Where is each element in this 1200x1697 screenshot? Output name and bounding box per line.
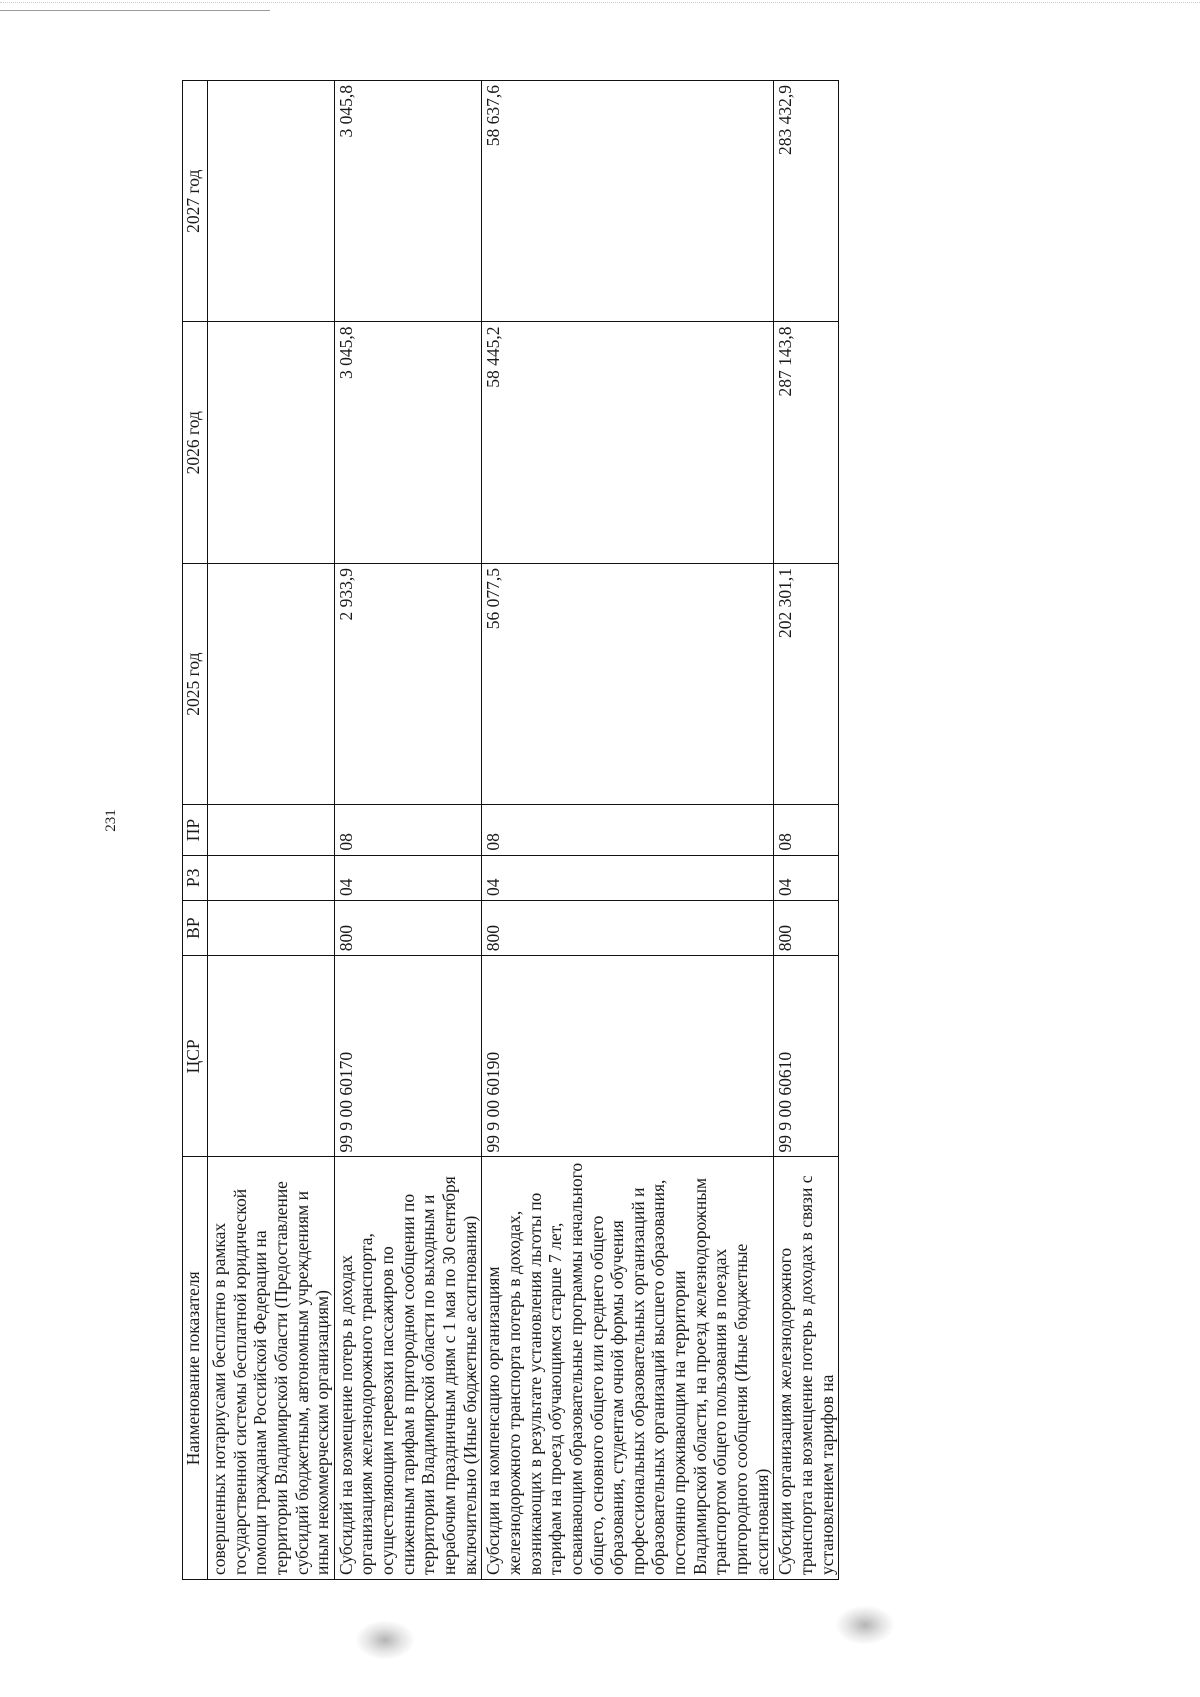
row-rz	[208, 855, 335, 900]
row-pr: 08	[482, 805, 774, 855]
row-2025: 202 301,1	[774, 563, 839, 804]
header-rz: РЗ	[183, 855, 208, 900]
table-row	[482, 81, 774, 1580]
row-rz: 04	[774, 855, 839, 900]
row-rz: 04	[482, 855, 774, 900]
table-header-row	[183, 81, 208, 1580]
header-2027: 2027 год	[183, 81, 208, 323]
row-csr	[208, 956, 335, 1157]
budget-table	[182, 80, 839, 1580]
header-vr: ВР	[183, 900, 208, 955]
table-row	[774, 81, 839, 1580]
table-row	[334, 81, 481, 1580]
row-pr: 08	[334, 805, 481, 855]
row-vr: 800	[334, 900, 481, 955]
row-2025: 2 933,9	[334, 563, 481, 804]
row-rz: 04	[334, 855, 481, 900]
row-vr: 800	[774, 900, 839, 955]
row-name: Субсидий на возмещение потерь в доходах организациям железнодорожного транспорта, осуществляющим перевозки пассажиров по сниженным тарифам в пригородном сообщении по территории Владимирской области по выходным и нерабочим праздничным дням с 1 мая по 30 сентября включительно (Иные бюджетные ассигнования)	[334, 1157, 481, 1580]
table-row	[208, 81, 335, 1580]
row-pr	[208, 805, 335, 855]
row-vr: 800	[482, 900, 774, 955]
scan-edge-dots	[0, 2, 1200, 3]
scan-edge-line	[0, 10, 270, 11]
scan-smudge	[835, 1605, 895, 1645]
row-2027: 3 045,8	[334, 81, 481, 323]
header-2026: 2026 год	[183, 322, 208, 563]
row-2025	[208, 563, 335, 804]
row-vr	[208, 900, 335, 955]
row-csr: 99 9 00 60610	[774, 956, 839, 1157]
row-name: Субсидии организациям железнодорожного транспорта на возмещение потерь в доходах в связи с установлением тарифов на	[774, 1157, 839, 1580]
row-2027	[208, 81, 335, 323]
row-csr: 99 9 00 60190	[482, 956, 774, 1157]
header-name: Наименование показателя	[183, 1157, 208, 1580]
scan-smudge	[355, 1620, 415, 1660]
row-2027: 283 432,9	[774, 81, 839, 323]
header-2025: 2025 год	[183, 563, 208, 804]
row-2026: 58 445,2	[482, 322, 774, 563]
rotated-table-container	[182, 80, 839, 1580]
header-csr: ЦСР	[183, 956, 208, 1157]
page-number: 231	[102, 809, 119, 832]
row-2025: 56 077,5	[482, 563, 774, 804]
row-2026: 287 143,8	[774, 322, 839, 563]
row-name: Субсидии на компенсацию организациям железнодорожного транспорта потерь в доходах, возникающих в результате установления льготы по тарифам на проезд обучающимся старше 7 лет, осваивающим образовательные программы начального общего, основного общего или среднего общего образования, студентам очной формы обучения профессиональных образовательных организаций и образовательных организаций высшего образования, постоянно проживающим на территории Владимирской области, на проезд железнодорожным транспортом общего пользования в поездах пригородного сообщения (Иные бюджетные ассигнования)	[482, 1157, 774, 1580]
header-pr: ПР	[183, 805, 208, 855]
row-2026: 3 045,8	[334, 322, 481, 563]
row-2026	[208, 322, 335, 563]
row-pr: 08	[774, 805, 839, 855]
row-csr: 99 9 00 60170	[334, 956, 481, 1157]
row-2027: 58 637,6	[482, 81, 774, 323]
row-name: совершенных нотариусами бесплатно в рамках государственной системы бесплатной юридической помощи гражданам Российской Федерации на территории Владимирской области (Предоставление субсидий бюджетным, автономным учреждениям и иным некоммерческим организациям)	[208, 1157, 335, 1580]
